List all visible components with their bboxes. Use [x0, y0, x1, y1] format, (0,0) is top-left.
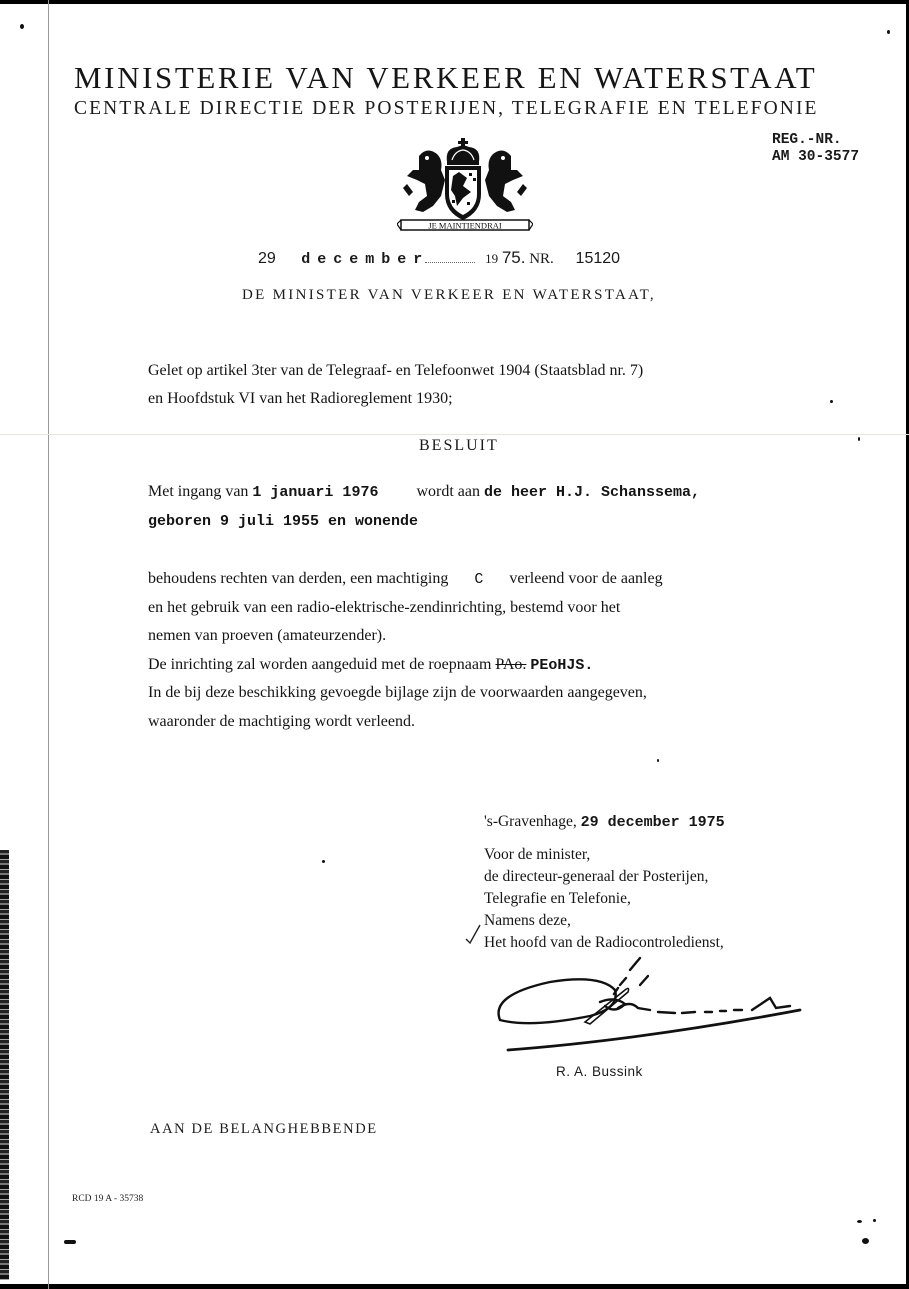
scan-speck	[862, 1238, 869, 1244]
ministry-title: MINISTERIE VAN VERKEER EN WATERSTAAT	[74, 60, 818, 95]
scan-speck	[873, 1219, 876, 1222]
scan-border-bottom	[0, 1284, 909, 1289]
scan-speck	[858, 437, 860, 441]
checkmark-icon	[464, 921, 484, 945]
nr-label: NR.	[529, 251, 554, 267]
sign-line-4: Namens deze,	[484, 912, 571, 929]
scan-speck	[322, 860, 325, 863]
scan-edge-smudge	[0, 850, 9, 1280]
addressee: AAN DE BELANGHEBBENDE	[150, 1121, 378, 1137]
callsign: PEoHJS.	[530, 657, 594, 674]
body-line-5: In de bij deze beschikking gevoegde bijlage zijn de voorwaarden aangegeven,	[148, 684, 647, 701]
sign-line-2: de directeur-generaal der Posterijen,	[484, 868, 709, 885]
scan-speck	[887, 30, 890, 34]
paper-crease	[0, 434, 909, 435]
lion-right-icon	[485, 150, 527, 212]
scan-speck	[657, 759, 659, 762]
handwritten-signature	[490, 950, 810, 1060]
scan-speck	[857, 1220, 862, 1223]
registration-number	[772, 132, 859, 166]
sign-line-3: Telegrafie en Telefonie,	[484, 890, 631, 907]
scan-border-top	[0, 0, 909, 4]
signer-name: R. A. Bussink	[556, 1064, 643, 1079]
royal-coat-of-arms-icon	[397, 136, 533, 232]
place: 's-Gravenhage,	[484, 813, 577, 830]
effective-date: 1 januari 1976	[252, 484, 379, 501]
fold-line	[48, 0, 49, 1289]
lion-left-icon	[403, 150, 445, 212]
registration-value: AM 30-3577	[772, 149, 860, 165]
preamble-line-1: Gelet op artikel 3ter van de Telegraaf- en Telefoonwet 1904 (Staatsblad nr. 7)	[148, 362, 644, 379]
form-code: RCD 19 A - 35738	[72, 1194, 144, 1204]
body-line-6: waaronder de machtiging wordt verleend.	[148, 713, 416, 730]
date-year: 75.	[501, 248, 526, 267]
date-month: december	[301, 251, 430, 268]
scan-speck	[20, 24, 24, 29]
grant-line-1	[148, 483, 700, 501]
body-line-1a: behoudens rechten van derden, een machtiging	[148, 570, 449, 587]
motto-ribbon	[397, 220, 533, 231]
grant-line-2	[148, 512, 418, 530]
issuer-heading: DE MINISTER VAN VERKEER EN WATERSTAAT,	[242, 287, 656, 303]
place-date	[484, 813, 725, 831]
recipient-name: de heer H.J. Schanssema,	[483, 484, 701, 501]
crown-icon	[447, 138, 480, 165]
dateline	[258, 248, 620, 268]
recipient-birth-residence: geboren 9 juli 1955 en wonende	[148, 513, 419, 530]
shield-icon	[445, 166, 481, 220]
preamble-line-2: en Hoofdstuk VI van het Radioreglement 1930;	[148, 390, 453, 407]
sign-line-5: Het hoofd van de Radiocontroledienst,	[484, 934, 724, 951]
registration-label: REG.-NR.	[772, 132, 842, 148]
grant-middle: wordt aan	[416, 483, 480, 500]
decision-heading: BESLUIT	[419, 437, 499, 454]
nr-value: 15120	[575, 250, 621, 267]
license-class: C	[474, 571, 484, 588]
date-century: 19	[485, 251, 499, 266]
body-line-4a: De inrichting zal worden aangeduid met de roepnaam	[148, 656, 492, 673]
crest-motto: JE MAINTIENDRAI	[428, 220, 502, 231]
grant-prefix: Met ingang van	[148, 483, 249, 500]
sign-line-1: Voor de minister,	[484, 846, 591, 863]
scan-speck	[64, 1240, 76, 1244]
callsign-struck: PAo.	[495, 656, 527, 673]
date-day: 29	[258, 250, 276, 267]
signing-date: 29 december 1975	[580, 814, 725, 831]
dotted-fill-line	[425, 262, 475, 263]
body-line-1b: verleend voor de aanleg	[509, 570, 663, 587]
body-line-4	[148, 656, 593, 674]
body-line-3: nemen van proeven (amateurzender).	[148, 627, 387, 644]
scan-speck	[830, 400, 833, 403]
body-line-2: en het gebruik van een radio-elektrische-zendinrichting, bestemd voor het	[148, 599, 621, 616]
body-line-1	[148, 570, 663, 588]
directorate-title: CENTRALE DIRECTIE DER POSTERIJEN, TELEGRAFIE EN TELEFONIE	[74, 98, 819, 119]
